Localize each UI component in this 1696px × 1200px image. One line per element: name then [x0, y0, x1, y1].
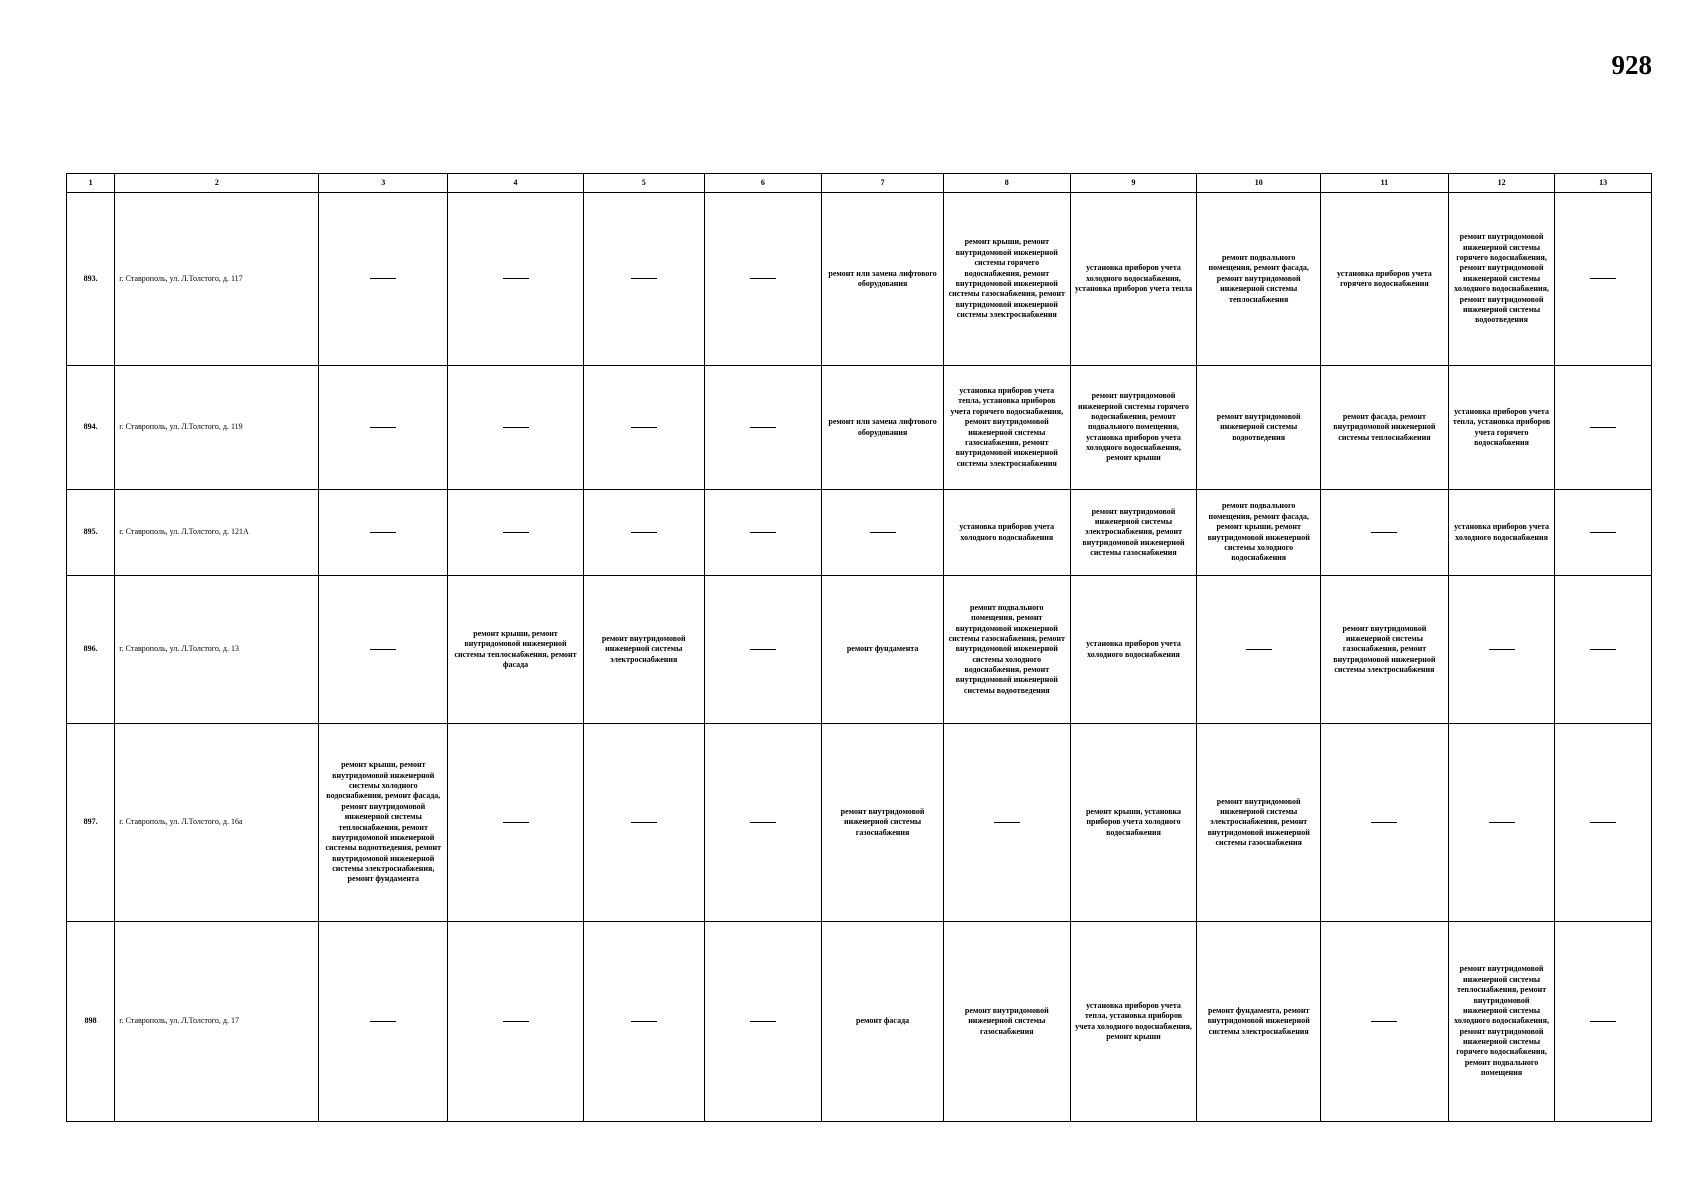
column-header: 8: [943, 174, 1070, 193]
dash-mark: [750, 649, 776, 650]
work-cell-c7: ремонт или замена лифтового оборудования: [822, 193, 944, 366]
row-number: 898: [67, 922, 115, 1122]
work-cell-c9: установка приборов учета тепла, установка приборов учета холодного водоснабжения, ремонт крыши: [1070, 922, 1197, 1122]
dash-mark: [870, 532, 896, 533]
dash-mark: [750, 278, 776, 279]
empty-cell-c4: [448, 490, 584, 576]
empty-cell-c3: [319, 576, 448, 724]
empty-cell-c8: [943, 724, 1070, 922]
work-cell-c10: ремонт фундамента, ремонт внутридомовой инженерной системы электроснабжения: [1197, 922, 1321, 1122]
empty-cell-c6: [704, 576, 822, 724]
dash-mark: [631, 278, 657, 279]
dash-mark: [631, 427, 657, 428]
work-cell-c9: установка приборов учета холодного водоснабжения, установка приборов учета тепла: [1070, 193, 1197, 366]
empty-cell-c5: [583, 922, 704, 1122]
dash-mark: [631, 822, 657, 823]
work-cell-c4: ремонт крыши, ремонт внутридомовой инженерной системы теплоснабжения, ремонт фасада: [448, 576, 584, 724]
work-cell-c12: установка приборов учета холодного водоснабжения: [1448, 490, 1555, 576]
dash-mark: [1590, 822, 1616, 823]
empty-cell-c13: [1555, 724, 1652, 922]
work-cell-c12: ремонт внутридомовой инженерной системы теплоснабжения, ремонт внутридомовой инженерной системы холодного водоснабжения, ремонт внутридомовой инженерной системы горячего водоснабжения, ремонт подвального помещения: [1448, 922, 1555, 1122]
column-header: 1: [67, 174, 115, 193]
empty-cell-c3: [319, 490, 448, 576]
empty-cell-c6: [704, 193, 822, 366]
dash-mark: [1590, 1021, 1616, 1022]
row-number: 893.: [67, 193, 115, 366]
dash-mark: [370, 649, 396, 650]
empty-cell-c3: [319, 366, 448, 490]
dash-mark: [1590, 532, 1616, 533]
work-cell-c7: ремонт фундамента: [822, 576, 944, 724]
table-row: [67, 490, 1652, 576]
table-row: [67, 576, 1652, 724]
building-address: г. Ставрополь, ул. Л.Толстого, д. 16а: [115, 724, 319, 922]
dash-mark: [1371, 1021, 1397, 1022]
work-cell-c8: установка приборов учета тепла, установка приборов учета горячего водоснабжения, ремонт внутридомовой инженерной системы газоснабжения, ремонт внутридомовой инженерной системы электроснабжения: [943, 366, 1070, 490]
work-cell-c8: ремонт подвального помещения, ремонт внутридомовой инженерной системы газоснабжения, ремонт внутридомовой инженерной системы холодного водоснабжения, ремонт внутридомовой инженерной системы водоотведения: [943, 576, 1070, 724]
empty-cell-c13: [1555, 922, 1652, 1122]
dash-mark: [503, 822, 529, 823]
work-cell-c7: ремонт фасада: [822, 922, 944, 1122]
dash-mark: [370, 278, 396, 279]
empty-cell-c13: [1555, 366, 1652, 490]
dash-mark: [1489, 822, 1515, 823]
empty-cell-c11: [1321, 490, 1449, 576]
empty-cell-c4: [448, 366, 584, 490]
building-address: г. Ставрополь, ул. Л.Толстого, д. 119: [115, 366, 319, 490]
table-row: [67, 366, 1652, 490]
work-cell-c7: ремонт внутридомовой инженерной системы газоснабжения: [822, 724, 944, 922]
dash-mark: [631, 1021, 657, 1022]
work-cell-c12: установка приборов учета тепла, установка приборов учета горячего водоснабжения: [1448, 366, 1555, 490]
empty-cell-c5: [583, 193, 704, 366]
column-header: 7: [822, 174, 944, 193]
work-cell-c9: ремонт внутридомовой инженерной системы электроснабжения, ремонт внутридомовой инженерной системы газоснабжения: [1070, 490, 1197, 576]
work-cell-c10: ремонт подвального помещения, ремонт фасада, ремонт внутридомовой инженерной системы теплоснабжения: [1197, 193, 1321, 366]
work-cell-c10: ремонт внутридомовой инженерной системы электроснабжения, ремонт внутридомовой инженерной системы газоснабжения: [1197, 724, 1321, 922]
empty-cell-c12: [1448, 576, 1555, 724]
dash-mark: [370, 427, 396, 428]
column-header: 4: [448, 174, 584, 193]
empty-cell-c6: [704, 490, 822, 576]
column-header: 6: [704, 174, 822, 193]
empty-cell-c3: [319, 193, 448, 366]
row-number: 897.: [67, 724, 115, 922]
work-cell-c8: ремонт крыши, ремонт внутридомовой инженерной системы горячего водоснабжения, ремонт внутридомовой инженерной системы газоснабжения, ремонт внутридомовой инженерной системы электроснабжения: [943, 193, 1070, 366]
empty-cell-c7: [822, 490, 944, 576]
repair-schedule-table: [66, 173, 1652, 1122]
dash-mark: [1489, 649, 1515, 650]
dash-mark: [1590, 649, 1616, 650]
work-cell-c10: ремонт внутридомовой инженерной системы водоотведения: [1197, 366, 1321, 490]
column-header: 11: [1321, 174, 1449, 193]
table-row: [67, 922, 1652, 1122]
dash-mark: [631, 532, 657, 533]
column-header: 12: [1448, 174, 1555, 193]
empty-cell-c6: [704, 922, 822, 1122]
empty-cell-c11: [1321, 922, 1449, 1122]
dash-mark: [503, 1021, 529, 1022]
empty-cell-c5: [583, 724, 704, 922]
empty-cell-c4: [448, 193, 584, 366]
work-cell-c8: установка приборов учета холодного водоснабжения: [943, 490, 1070, 576]
dash-mark: [503, 427, 529, 428]
empty-cell-c5: [583, 490, 704, 576]
dash-mark: [750, 822, 776, 823]
work-cell-c9: ремонт крыши, установка приборов учета холодного водоснабжения: [1070, 724, 1197, 922]
work-cell-c9: ремонт внутридомовой инженерной системы горячего водоснабжения, ремонт подвального помещения, установка приборов учета холодного водоснабжения, ремонт крыши: [1070, 366, 1197, 490]
row-number: 895.: [67, 490, 115, 576]
empty-cell-c13: [1555, 490, 1652, 576]
column-header: 9: [1070, 174, 1197, 193]
table-row: [67, 193, 1652, 366]
empty-cell-c11: [1321, 724, 1449, 922]
building-address: г. Ставрополь, ул. Л.Толстого, д. 121А: [115, 490, 319, 576]
dash-mark: [750, 1021, 776, 1022]
empty-cell-c13: [1555, 193, 1652, 366]
page-number: 928: [1611, 50, 1652, 80]
column-number-row: [67, 174, 1652, 193]
empty-cell-c6: [704, 724, 822, 922]
building-address: г. Ставрополь, ул. Л.Толстого, д. 13: [115, 576, 319, 724]
dash-mark: [370, 532, 396, 533]
column-header: 10: [1197, 174, 1321, 193]
work-cell-c7: ремонт или замена лифтового оборудования: [822, 366, 944, 490]
work-cell-c10: ремонт подвального помещения, ремонт фасада, ремонт крыши, ремонт внутридомовой инженерной системы холодного водоснабжения: [1197, 490, 1321, 576]
column-header: 13: [1555, 174, 1652, 193]
work-cell-c11: ремонт внутридомовой инженерной системы газоснабжения, ремонт внутридомовой инженерной системы электроснабжения: [1321, 576, 1449, 724]
row-number: 894.: [67, 366, 115, 490]
work-cell-c11: установка приборов учета горячего водоснабжения: [1321, 193, 1449, 366]
dash-mark: [750, 532, 776, 533]
empty-cell-c12: [1448, 724, 1555, 922]
dash-mark: [370, 1021, 396, 1022]
dash-mark: [1371, 822, 1397, 823]
empty-cell-c13: [1555, 576, 1652, 724]
empty-cell-c10: [1197, 576, 1321, 724]
dash-mark: [1590, 427, 1616, 428]
building-address: г. Ставрополь, ул. Л.Толстого, д. 17: [115, 922, 319, 1122]
dash-mark: [1590, 278, 1616, 279]
empty-cell-c5: [583, 366, 704, 490]
dash-mark: [750, 427, 776, 428]
building-address: г. Ставрополь, ул. Л.Толстого, д. 117: [115, 193, 319, 366]
work-cell-c8: ремонт внутридомовой инженерной системы газоснабжения: [943, 922, 1070, 1122]
dash-mark: [503, 532, 529, 533]
row-number: 896.: [67, 576, 115, 724]
table-row: [67, 724, 1652, 922]
dash-mark: [1246, 649, 1272, 650]
dash-mark: [994, 822, 1020, 823]
dash-mark: [503, 278, 529, 279]
work-cell-c3: ремонт крыши, ремонт внутридомовой инженерной системы холодного водоснабжения, ремонт фасада, ремонт внутридомовой инженерной системы теплоснабжения, ремонт внутридомовой инженерной системы водоотведения, ремонт внутридомовой инженерной системы электроснабжения, ремонт фундамента: [319, 724, 448, 922]
work-cell-c5: ремонт внутридомовой инженерной системы электроснабжения: [583, 576, 704, 724]
column-header: 2: [115, 174, 319, 193]
empty-cell-c4: [448, 724, 584, 922]
dash-mark: [1371, 532, 1397, 533]
empty-cell-c6: [704, 366, 822, 490]
column-header: 5: [583, 174, 704, 193]
work-cell-c9: установка приборов учета холодного водоснабжения: [1070, 576, 1197, 724]
work-cell-c11: ремонт фасада, ремонт внутридомовой инженерной системы теплоснабжения: [1321, 366, 1449, 490]
empty-cell-c3: [319, 922, 448, 1122]
empty-cell-c4: [448, 922, 584, 1122]
work-cell-c12: ремонт внутридомовой инженерной системы горячего водоснабжения, ремонт внутридомовой инженерной системы холодного водоснабжения, ремонт внутридомовой инженерной системы водоотведения: [1448, 193, 1555, 366]
column-header: 3: [319, 174, 448, 193]
